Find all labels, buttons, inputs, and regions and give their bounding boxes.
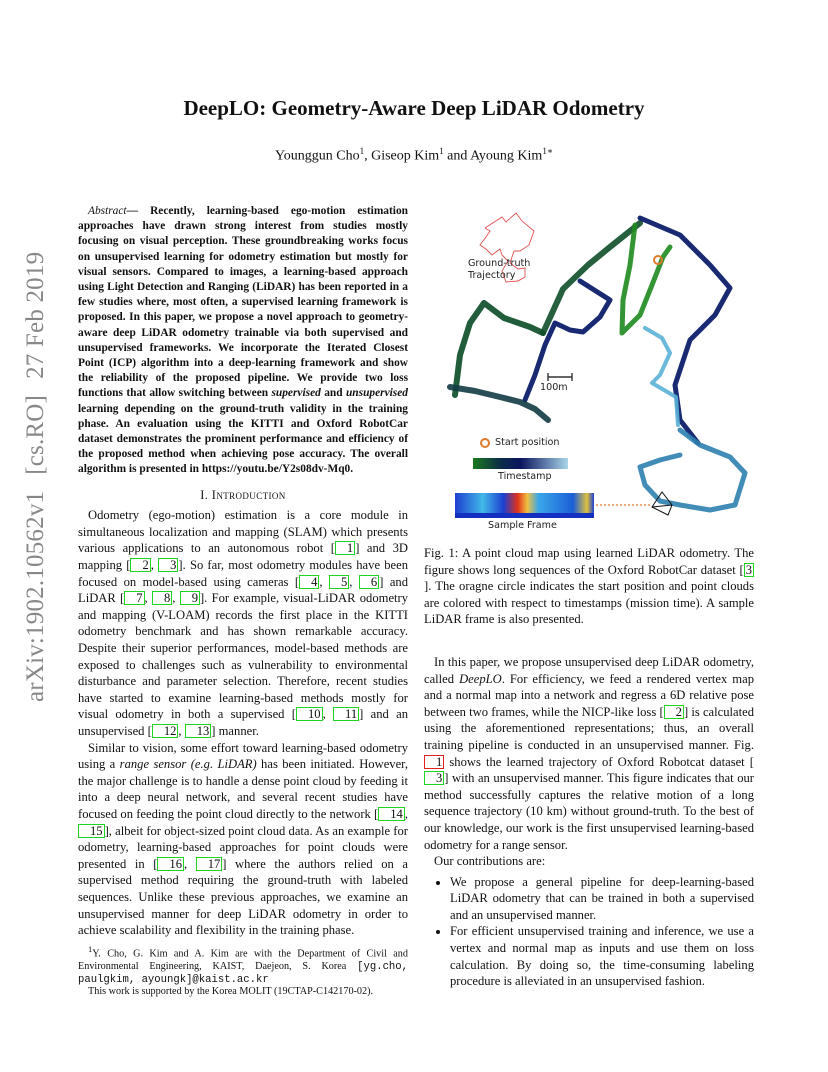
citation-link[interactable]: 9 [180, 591, 200, 605]
affiliation-mark: 1 [439, 146, 444, 156]
arxiv-category: [cs.RO] [22, 394, 49, 475]
intro-paragraph-1: Odometry (ego-motion) estimation is a core module in simultaneous localization and mapping (SLAM) which presents various applications to an autonomous robot [ 1 ] and 3D mapping [ 2 , 3 ]. So far, most odometry modules have been focused on model-based using cameras [ 4 , 5 , 6 ] and LiDAR [ 7 , 8 , 9 ]. For example, visual-LiDAR odometry and mapping (V-LOAM) records the first place in the KITTI odometry benchmark and has shown remarkable accuracy. Despite their superior performances, model-based methods are exposed to challenges such as vulnerability to environmental disturbance and parameter selection. Therefore, recent studies have started to examine learning-based methods mostly for visual odometry in both a supervised [ 10 , 11 ] and an unsupervised [ 12 , 13 ] manner. [78, 508, 409, 738]
citation-link[interactable]: 14 [378, 807, 405, 821]
left-column [78, 204, 408, 939]
arxiv-watermark [22, 236, 50, 702]
figure-caption: Fig. 1: A point cloud map using learned LiDAR odometry. The figure shows long sequences of the Oxford RobotCar dataset [ 3]. The oragne circle indicates the start position and point clouds are colored with respect to timestamps (mission time). A sample LiDAR frame is also presented. [424, 546, 754, 627]
citation-link[interactable]: 6 [359, 575, 379, 589]
abstract-text: and [320, 387, 346, 400]
arxiv-date: 27 Feb 2019 [22, 251, 49, 379]
contribution-item: • For efficient unsupervised training and inference, we use a vertex and normal map as inputs and use them on loss calculation. By doing so, the time-consuming labeling procedure is alleviated in an unsupervised fashion. [450, 923, 754, 989]
abstract-emphasis: unsupervised [345, 387, 408, 400]
abstract-text: learning depending on the ground-truth validity in the training phase. An evaluation using the KITTI and Oxford RobotCar dataset demonstrates the prominent performance and efficiency of the proposed method when achieving pose accuracy. The overall algorithm is presented in https://youtu.be/Y2s08dv-Mq0. [78, 402, 408, 476]
footnote [78, 943, 408, 999]
citation-link[interactable]: 1 [335, 541, 355, 555]
affiliation-mark: 1∗ [542, 146, 553, 156]
contributions-intro: Our contributions are: [434, 854, 546, 869]
citation-link[interactable]: 5 [329, 575, 349, 589]
citation-link[interactable]: 3 [745, 562, 752, 577]
contributions-list [424, 874, 754, 990]
citation-link[interactable]: 10 [296, 707, 323, 721]
funding-note: This work is supported by the Korea MOLIT (19CTAP-C142170-02). [88, 986, 374, 998]
timestamp-colorbar [473, 458, 568, 469]
ground-truth-label: Ground-truth [468, 258, 531, 269]
author-name: Ayoung Kim [470, 148, 543, 164]
affiliation-footnote: $^1$Y. Cho, G. Kim and A. Kim are with the Department of Civil and Environmental Engineering, KAIST, Daejeon, S. Korea [yg.cho, paulgkim, ayoungk]@kaist.ac.kr [78, 944, 408, 986]
trajectory-label: Trajectory [468, 270, 516, 281]
citation-link[interactable]: 8 [152, 591, 172, 605]
abstract-dash: — [126, 205, 151, 217]
footnote-mark: 1 [88, 944, 93, 954]
abstract-text: Recently, learning-based ego-motion estimation approaches have drawn strong interest from studies mostly focusing on visual perception. These groundbreaking works focus on unsupervised learning for odometry estimation but mostly for visual sensors. Compared to images, a learning-based approach using Light Detection and Ranging (LiDAR) has been reported in a few studies where, most often, a supervised learning framework is proposed. In this paper, we propose a novel approach to geometry-aware deep LiDAR odometry trainable via both supervised and unsupervised frameworks. We incorporate the Iterated Closest Point (ICP) algorithm into a deep-learning framework and show the reliability of the proposed pipeline. We provide two loss functions that allow switching between [78, 205, 408, 400]
citation-link[interactable]: 3 [158, 558, 178, 572]
citation-link[interactable]: 12 [152, 724, 179, 738]
right-column [424, 545, 754, 990]
author-name: Giseop Kim [371, 148, 440, 164]
start-position-label: Start position [495, 437, 560, 448]
author-emails: [yg.cho, paulgkim, ayoungk]@kaist.ac.kr [78, 960, 408, 986]
separator: , [364, 148, 372, 164]
figure-reference-link[interactable]: 1 [424, 755, 444, 769]
separator: and [443, 148, 471, 164]
citation-link[interactable]: 13 [185, 724, 212, 738]
citation-link[interactable]: 16 [157, 857, 184, 871]
citation-link[interactable]: 17 [196, 857, 223, 871]
figure-1-point-cloud-map [430, 205, 755, 535]
citation-link[interactable]: 7 [124, 591, 144, 605]
citation-link[interactable]: 2 [130, 558, 150, 572]
contribution-item: • We propose a general pipeline for deep-learning-based LiDAR odometry that can be trained in both a supervised and an unsupervised manner. [450, 874, 754, 924]
right-paragraph-1: In this paper, we propose unsupervised deep LiDAR odometry, called DeepLO. For efficiency, we feed a rendered vertex map and a normal map into a network and regress a 6D relative pose between two frames, while the NICP-like loss [ 2 ] is calculated using the aforementioned representations; thus, an overall training pipeline is conducted in an unsupervised manner. Fig. 1 shows the learned trajectory of Oxford Robotcat dataset [3 ] with an unsupervised manner. This figure indicates that our method successfully captures the relative motion of a long sequence trajectory (10 km) without ground-truth. To the best of our knowledge, our work is the first unsupervised learning-based odometry for a range sensor. [424, 654, 754, 852]
citation-link[interactable]: 4 [299, 575, 319, 589]
citation-link[interactable]: 11 [333, 707, 359, 721]
timestamp-label: Timestamp [498, 471, 552, 482]
citation-link[interactable]: 3 [424, 771, 444, 785]
arxiv-id: arXiv:1902.10562v1 [22, 490, 49, 702]
abstract-emphasis: supervised [271, 387, 321, 400]
sample-frame-label: Sample Frame [488, 520, 557, 531]
scale-bar-label: 100m [540, 382, 568, 393]
paper-title: DeepLO: Geometry-Aware Deep LiDAR Odometry [183, 96, 645, 120]
abstract-label: Abstract [88, 205, 127, 217]
trajectory-map-graphic [430, 205, 755, 535]
affiliation-mark: 1 [359, 146, 365, 156]
citation-link[interactable]: 2 [664, 705, 684, 719]
author-name: Younggun Cho [275, 148, 360, 164]
section-heading-introduction: I. Introduction [200, 487, 286, 502]
abstract [78, 204, 408, 478]
start-position-legend-icon [481, 439, 489, 447]
citation-link[interactable]: 15 [78, 824, 105, 838]
intro-paragraph-2: Similar to vision, some effort toward learning-based odometry using a range sensor (e.g. LiDAR) has been initiated. However, the major challenge is to handle a dense point cloud by feeding it into a deep neural network, and several recent studies have focused on feeding the point cloud directly to the network [ 14 , 15 ], albeit for object-sized point cloud data. As an example for odometry, learning-based approaches for point clouds were presented in [ 16 , 17 ] where the authors relied on a supervised method requiring the ground-truth with labeled sequences. Unlike these previous approaches, we examine an unsupervised manner for deep LiDAR odometry in order to achieve scalability and flexibility in the training phase. [78, 740, 409, 938]
author-list [0, 146, 828, 165]
